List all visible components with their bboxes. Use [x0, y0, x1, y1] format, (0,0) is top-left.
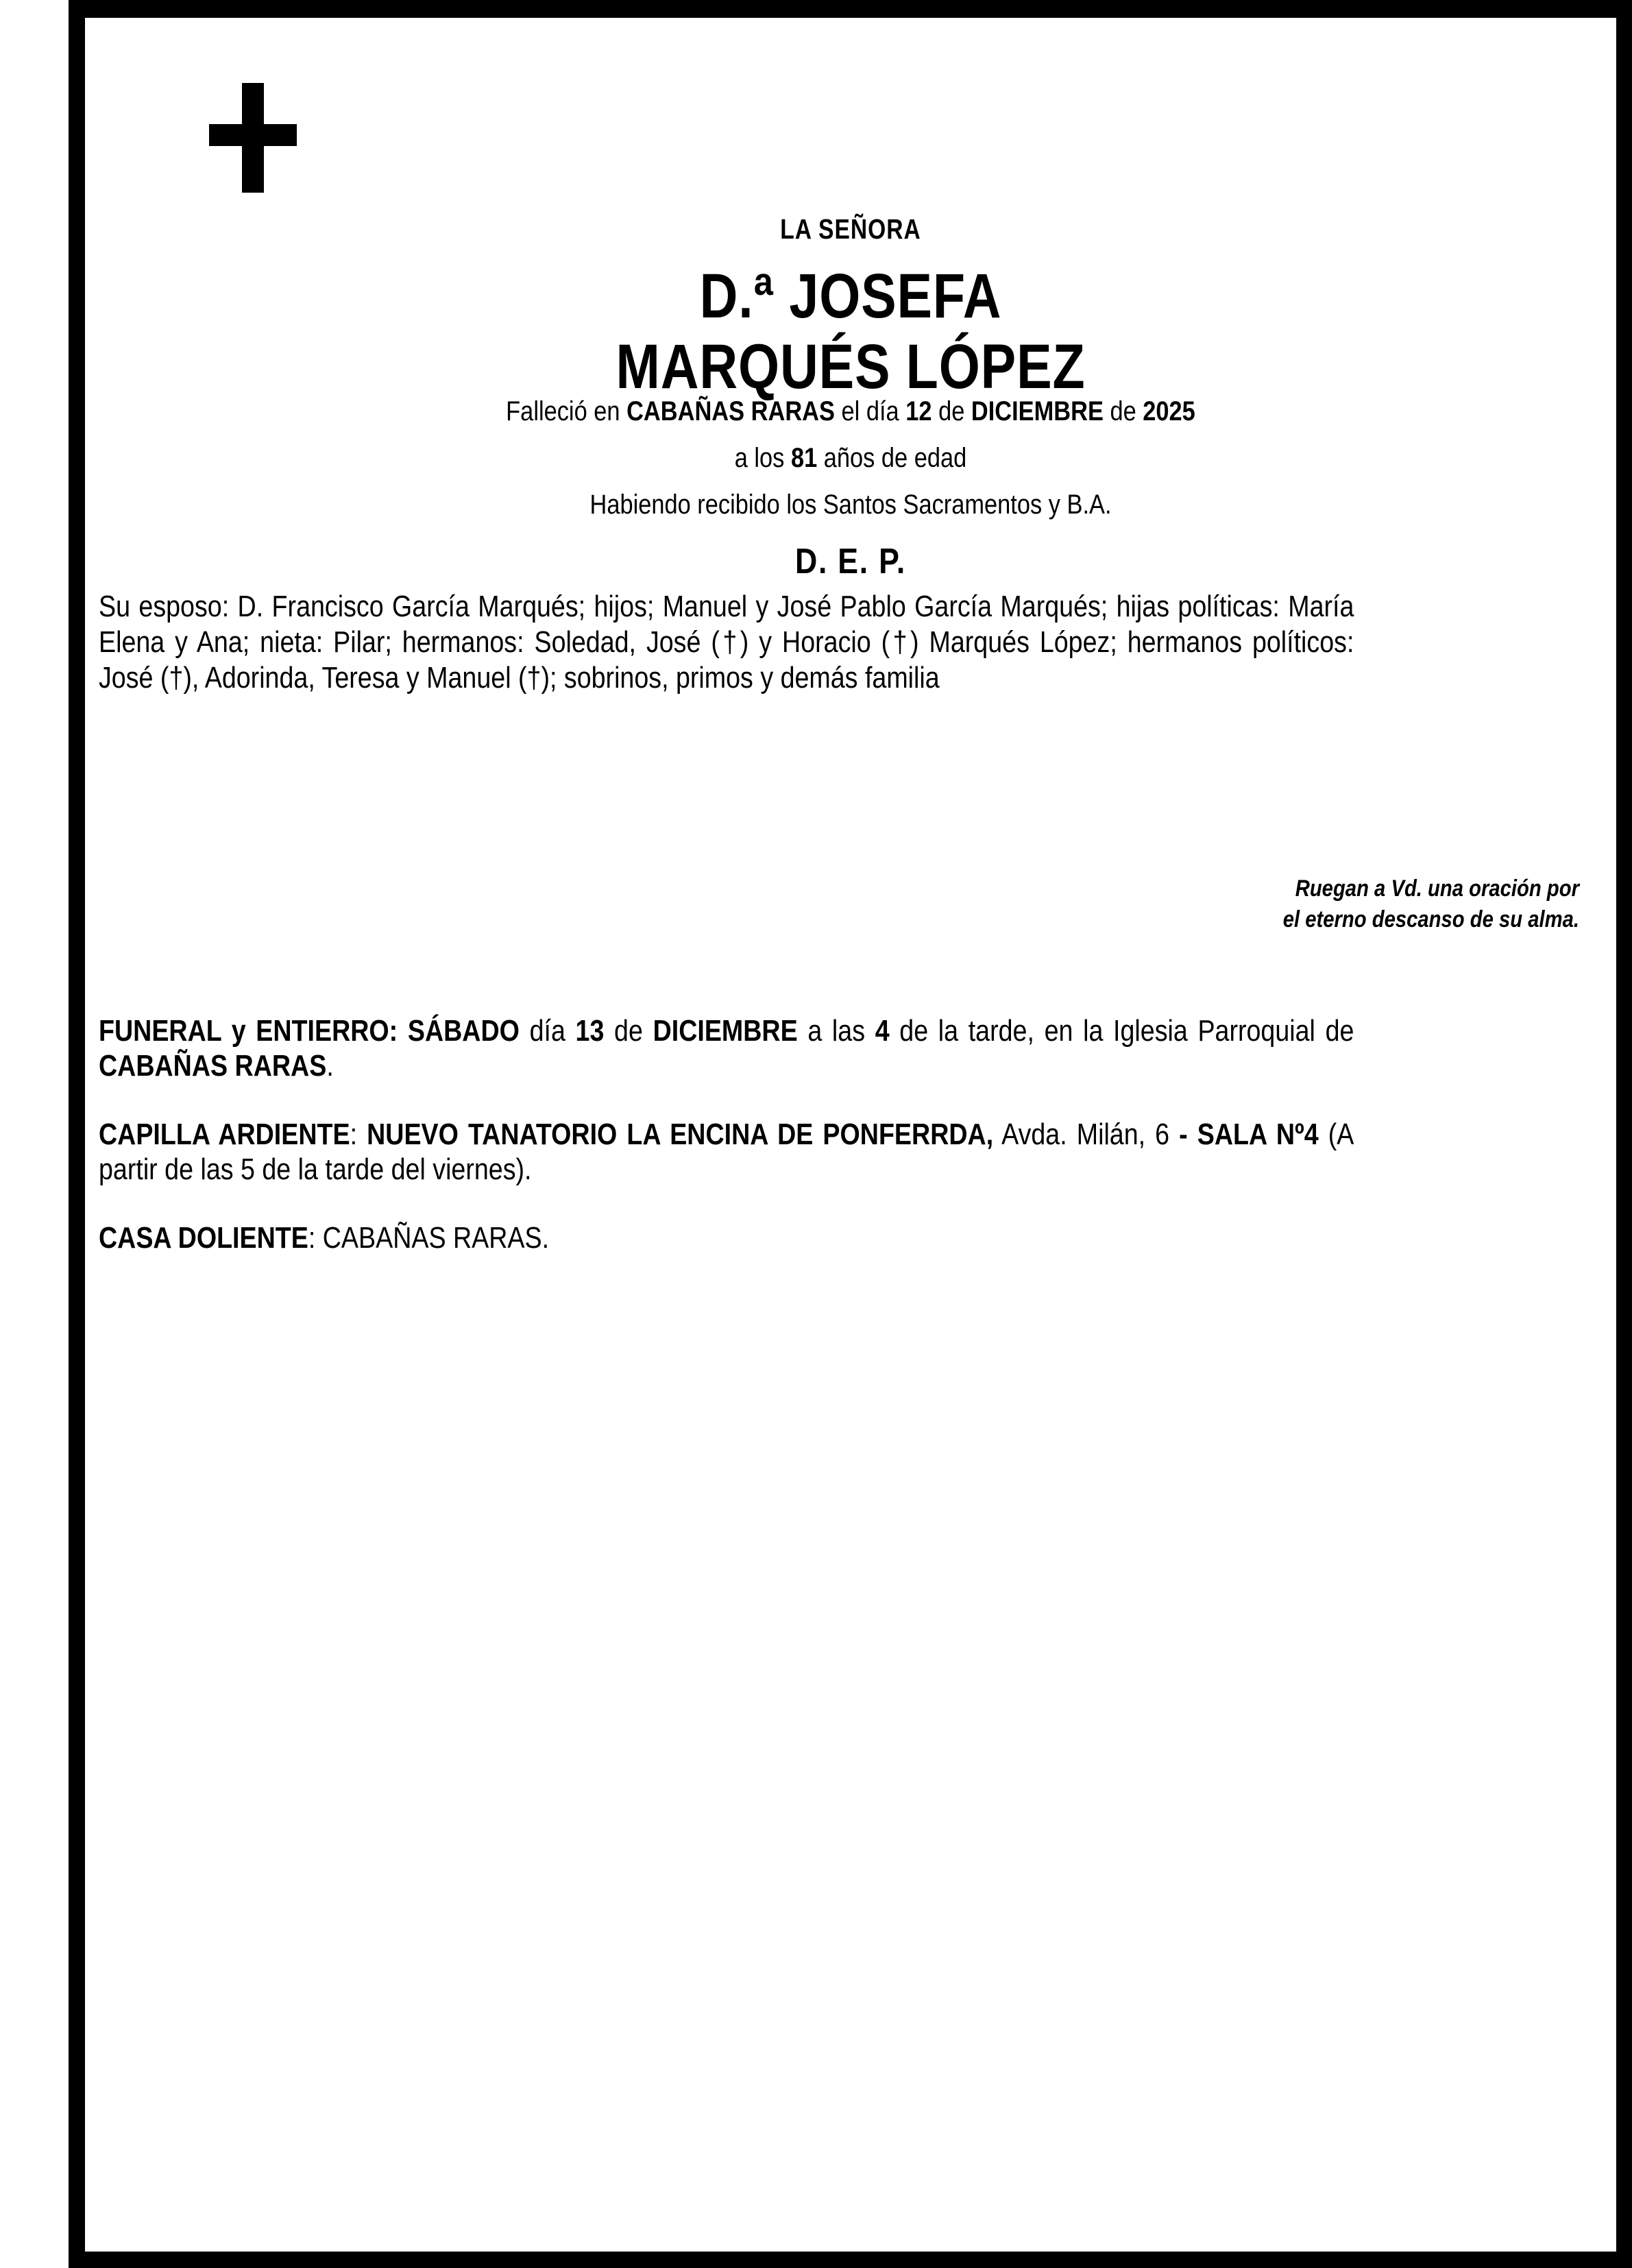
age-value: 81 [790, 443, 818, 473]
deceased-name-line-2: MARQUÉS LÓPEZ [616, 332, 1086, 402]
funeral-place: CABAÑAS RARAS [99, 1049, 327, 1083]
prayer-line-1: Ruegan a Vd. una oración por [1295, 876, 1579, 902]
funeral-at: a las [797, 1014, 875, 1048]
deceased-name-line-1: D.ª JOSEFA [699, 261, 1002, 331]
content-area [85, 18, 1616, 2252]
mourning-house-label: CASA DOLIENTE [99, 1220, 308, 1255]
death-year: 2025 [1143, 396, 1195, 426]
prayer-line-2: el eterno descanso de su alma. [1282, 906, 1579, 932]
death-place: CABAÑAS RARAS [626, 396, 835, 426]
death-day: 12 [905, 396, 932, 426]
funeral-of: de [604, 1014, 653, 1048]
funeral-detail [99, 1013, 1354, 1084]
funeral-dia: día [519, 1014, 576, 1048]
funeral-end: . [326, 1049, 334, 1083]
service-details [99, 1013, 1354, 1255]
honorific-label: LA SEÑORA [780, 213, 921, 245]
chapel-colon: : [350, 1117, 367, 1151]
funeral-hour: 4 [875, 1014, 890, 1048]
death-of: de [931, 396, 971, 426]
chapel-dash: - [1169, 1117, 1197, 1151]
family-survivors-paragraph: Su esposo: D. Francisco García Marqués; hijos; Manuel y José Pablo García Marqués; hijas políticas: María Elena y Ana; nieta: Pilar; hermanos: Soledad, José (†) y Horacio (†) Marqués López; hermanos políticos: José (†), Adorinda, Teresa y Manuel (†); sobrinos, primos y demás familia [99, 590, 1354, 695]
age-prefix: a los [734, 443, 791, 473]
chapel-note: (A partir de las 5 de la tarde del viernes). [99, 1117, 1354, 1187]
dep-line: D. E. P. [794, 542, 907, 581]
chapel-room: SALA Nº4 [1197, 1117, 1319, 1151]
death-month: DICIEMBRE [971, 396, 1104, 426]
chapel-label: CAPILLA ARDIENTE [99, 1117, 350, 1151]
age-line [192, 444, 1509, 472]
funeral-weekday: SÁBADO [407, 1014, 520, 1048]
funeral-label: FUNERAL y ENTIERRO [99, 1014, 389, 1048]
chapel-address: Avda. Milán, 6 [993, 1117, 1170, 1151]
death-year-sep: de [1103, 396, 1143, 426]
death-date-line [192, 398, 1509, 425]
mourning-house-value: CABAÑAS RARAS. [322, 1220, 550, 1255]
funeral-day: 13 [575, 1014, 605, 1048]
chapel-detail [99, 1117, 1354, 1187]
death-prefix: Falleció en [506, 396, 627, 426]
chapel-venue: NUEVO TANATORIO LA ENCINA DE PONFERRDA, [367, 1117, 994, 1151]
deceased-name [208, 261, 1494, 402]
mourning-house-colon: : [308, 1220, 323, 1255]
sacraments-line: Habiendo recibido los Santos Sacramentos y B.A. [589, 490, 1112, 520]
mourning-house-detail [99, 1220, 1354, 1255]
latin-cross-icon [198, 83, 308, 193]
funeral-month: DICIEMBRE [653, 1014, 798, 1048]
death-mid: el día [834, 396, 906, 426]
age-suffix: años de edad [817, 443, 967, 473]
funeral-rest: de la tarde, en la Iglesia Parroquial de [889, 1014, 1354, 1048]
prayer-request [294, 873, 1579, 935]
funeral-colon: : [389, 1014, 408, 1048]
